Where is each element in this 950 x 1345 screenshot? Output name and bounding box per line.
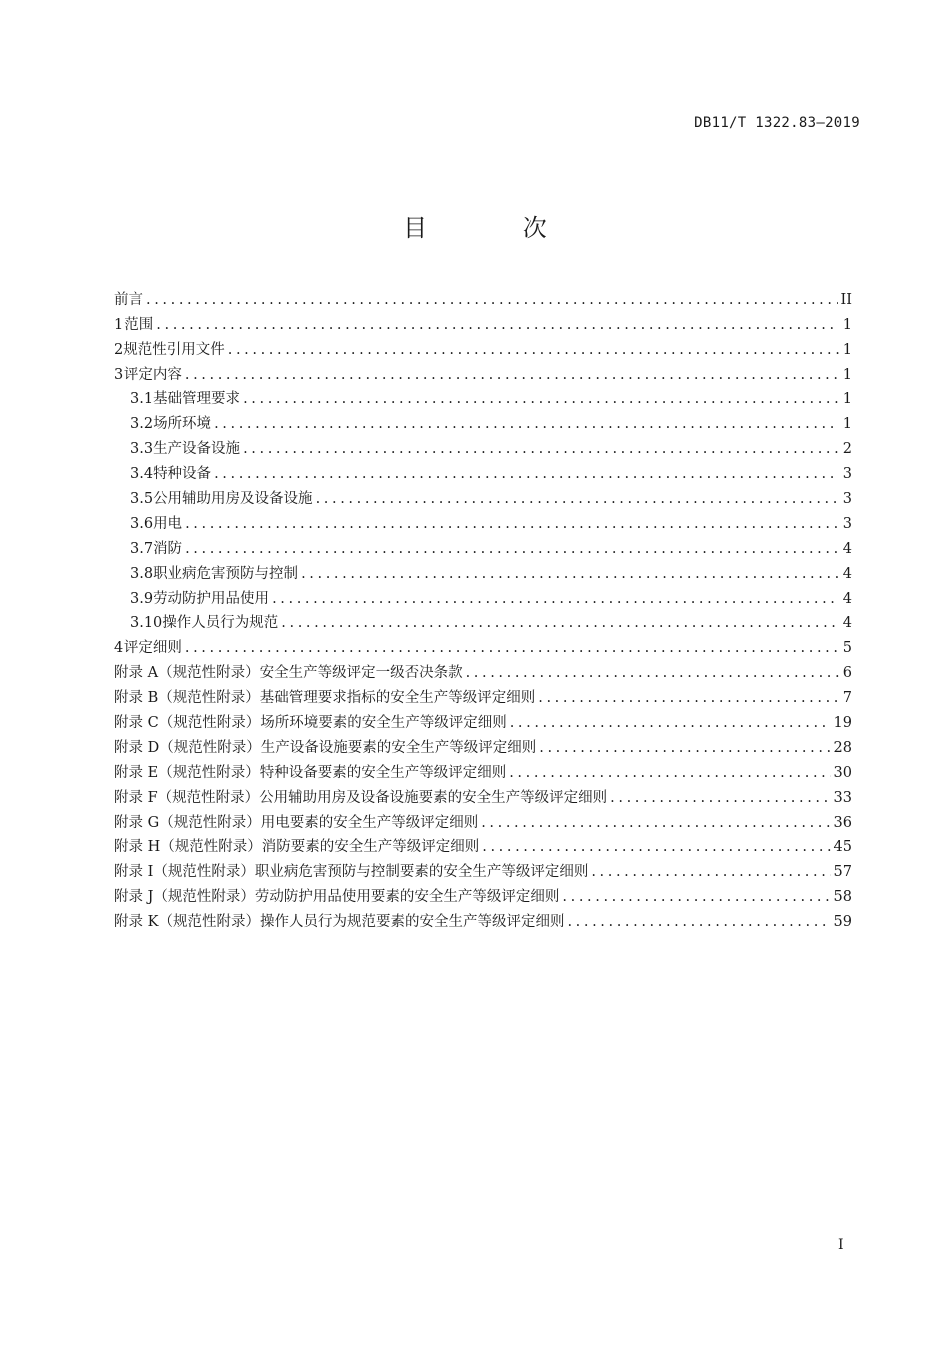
- toc-entry-3-2[interactable]: [114, 409, 852, 434]
- toc-entry-3-10[interactable]: [114, 609, 852, 634]
- toc-entry-number: 3.7: [130, 540, 154, 557]
- toc-leader: [482, 837, 830, 857]
- toc-leader: [466, 663, 839, 683]
- toc-page-number: 4: [842, 540, 852, 557]
- toc-page-number: 3: [842, 466, 852, 483]
- toc-appendix-label: 附录 D（规范性附录）: [114, 739, 261, 756]
- toc-leader: [214, 414, 839, 434]
- toc-entry-appendix-c[interactable]: [114, 708, 852, 733]
- toc-leader: [610, 788, 830, 808]
- toc-entry-title: 公用辅助用房及设备设施要素的安全生产等级评定细则: [259, 789, 608, 806]
- toc-leader: [214, 464, 839, 484]
- toc-leader: [281, 613, 839, 633]
- toc-page-number: 6: [842, 665, 852, 682]
- toc-page-number: 4: [842, 565, 852, 582]
- toc-entry-number: 3.2: [130, 416, 154, 433]
- toc-appendix-label: 附录 B（规范性附录）: [114, 690, 260, 707]
- toc-leader: [510, 713, 831, 733]
- toc-page-number: 1: [842, 416, 852, 433]
- toc-entry-appendix-i[interactable]: [114, 857, 852, 882]
- toc-page-number: 58: [833, 889, 852, 906]
- toc-entry-number: 2: [114, 341, 124, 358]
- toc-entry-title: 基础管理要求指标的安全生产等级评定细则: [259, 690, 536, 707]
- toc-entry-title: 评定细则: [123, 640, 182, 657]
- toc-page-number: 19: [833, 715, 852, 732]
- toc-page-number: 2: [842, 441, 852, 458]
- toc-entry-1[interactable]: [114, 310, 852, 335]
- toc-appendix-label: 附录 J（规范性附录）: [114, 889, 255, 906]
- toc-entry-appendix-k[interactable]: [114, 907, 852, 932]
- toc-entry-number: 4: [114, 640, 124, 657]
- toc-entry-number: 3.3: [130, 441, 154, 458]
- toc-entry-appendix-h[interactable]: [114, 833, 852, 858]
- toc-entry-title: 范围: [124, 316, 154, 333]
- toc-entry-number: 3.8: [130, 565, 154, 582]
- toc-entry-appendix-g[interactable]: [114, 808, 852, 833]
- toc-page-number: 1: [842, 366, 852, 383]
- toc-leader: [567, 912, 830, 932]
- toc-page-number: 57: [833, 864, 852, 881]
- toc-leader: [481, 813, 830, 833]
- toc-entry-appendix-f[interactable]: [114, 783, 852, 808]
- document-code: DB11/T 1322.83—2019: [694, 115, 860, 131]
- toc-entry-title: 用电: [153, 515, 183, 532]
- toc-entry-number: 3.4: [130, 466, 154, 483]
- toc-entry-3-7[interactable]: [114, 534, 852, 559]
- toc-entry-title: 生产设备设施要素的安全生产等级评定细则: [260, 739, 537, 756]
- toc-leader: [156, 315, 839, 335]
- toc-page-number: 4: [842, 615, 852, 632]
- toc-entry-number: 3.1: [130, 391, 154, 408]
- toc-leader: [185, 514, 839, 534]
- toc-entry-title: 劳动防护用品使用: [153, 590, 270, 607]
- toc-entry-title: 职业病危害预防与控制要素的安全生产等级评定细则: [254, 864, 589, 881]
- toc-appendix-label: 附录 I（规范性附录）: [114, 864, 255, 881]
- toc-entry-3-3[interactable]: [114, 434, 852, 459]
- toc-entry-foreword[interactable]: [114, 285, 852, 310]
- toc-entry-title: 公用辅助用房及设备设施: [153, 491, 313, 508]
- toc-entry-title: 规范性引用文件: [123, 341, 225, 358]
- toc-page-number: 59: [833, 914, 852, 931]
- toc-leader: [146, 290, 838, 310]
- toc-page-number: 5: [842, 640, 852, 657]
- toc-entry-title: 特种设备要素的安全生产等级评定细则: [259, 764, 507, 781]
- toc-leader: [185, 365, 839, 385]
- toc-appendix-label: 附录 A（规范性附录）: [114, 665, 260, 682]
- toc-entry-title: 消防: [153, 540, 183, 557]
- toc-page-number: 28: [833, 739, 852, 756]
- toc-appendix-label: 附录 E（规范性附录）: [114, 764, 260, 781]
- toc-appendix-label: 附录 F（规范性附录）: [114, 789, 260, 806]
- toc-entry-title: 基础管理要求: [153, 391, 241, 408]
- toc-entry-number: 3.10: [130, 615, 163, 632]
- toc-entry-title: 操作人员行为规范: [162, 615, 279, 632]
- toc-entry-3-9[interactable]: [114, 584, 852, 609]
- toc-leader: [228, 340, 839, 360]
- toc-leader: [562, 887, 830, 907]
- toc-leader: [185, 638, 839, 658]
- toc-entry-number: 3.5: [130, 491, 154, 508]
- toc-appendix-label: 附录 K（规范性附录）: [114, 914, 260, 931]
- toc-leader: [301, 564, 839, 584]
- toc-entry-2[interactable]: [114, 335, 852, 360]
- toc-leader: [591, 862, 830, 882]
- toc-entry-title: 操作人员行为规范要素的安全生产等级评定细则: [259, 914, 565, 931]
- toc-entry-appendix-a[interactable]: [114, 658, 852, 683]
- toc-entry-3-4[interactable]: [114, 459, 852, 484]
- toc-leader: [538, 688, 839, 708]
- toc-leader: [509, 763, 830, 783]
- toc-page-number: 45: [833, 839, 852, 856]
- toc-entry-title: 生产设备设施: [153, 441, 241, 458]
- toc-page-number: 1: [842, 341, 852, 358]
- toc-entry-title: 场所环境要素的安全生产等级评定细则: [260, 715, 507, 732]
- toc-title: 目 次: [403, 214, 591, 242]
- toc-appendix-label: 附录 C（规范性附录）: [114, 715, 261, 732]
- toc-leader: [539, 738, 830, 758]
- table-of-contents: [114, 285, 852, 932]
- toc-entry-appendix-d[interactable]: [114, 733, 852, 758]
- toc-leader: [272, 589, 839, 609]
- toc-page-number: 1: [842, 391, 852, 408]
- toc-entry-3-8[interactable]: [114, 559, 852, 584]
- toc-entry-appendix-j[interactable]: [114, 882, 852, 907]
- toc-entry-number: 3: [114, 366, 124, 383]
- toc-entry-title: 特种设备: [153, 466, 212, 483]
- toc-entry-title: 评定内容: [123, 366, 182, 383]
- toc-entry-appendix-b[interactable]: [114, 683, 852, 708]
- toc-entry-title: 前言: [114, 291, 143, 308]
- toc-page-number: 7: [842, 690, 852, 707]
- toc-entry-title: 安全生产等级评定一级否决条款: [259, 665, 463, 682]
- toc-entry-title: 职业病危害预防与控制: [153, 565, 299, 582]
- toc-entry-number: 3.9: [130, 590, 154, 607]
- page-number: I: [838, 1237, 844, 1253]
- toc-page-number: 30: [833, 764, 852, 781]
- toc-page-number: 3: [842, 515, 852, 532]
- toc-entry-title: 用电要素的安全生产等级评定细则: [260, 814, 479, 831]
- toc-entry-appendix-e[interactable]: [114, 758, 852, 783]
- toc-entry-3[interactable]: [114, 360, 852, 385]
- toc-page-number: 36: [833, 814, 852, 831]
- toc-page-number: 3: [842, 491, 852, 508]
- toc-entry-title: 场所环境: [153, 416, 212, 433]
- toc-leader: [185, 539, 839, 559]
- toc-appendix-label: 附录 H（规范性附录）: [114, 839, 262, 856]
- toc-entry-3-1[interactable]: [114, 385, 852, 410]
- toc-leader: [243, 439, 839, 459]
- toc-page-number: II: [840, 291, 852, 308]
- toc-leader: [243, 389, 839, 409]
- toc-entry-title: 劳动防护用品使用要素的安全生产等级评定细则: [254, 889, 560, 906]
- toc-entry-number: 1: [114, 316, 124, 333]
- toc-page-number: 1: [842, 316, 852, 333]
- toc-page-number: 4: [842, 590, 852, 607]
- toc-entry-3-6[interactable]: [114, 509, 852, 534]
- toc-entry-4[interactable]: [114, 633, 852, 658]
- toc-entry-title: 消防要素的安全生产等级评定细则: [261, 839, 480, 856]
- toc-appendix-label: 附录 G（规范性附录）: [114, 814, 261, 831]
- toc-leader: [316, 489, 839, 509]
- toc-page-number: 33: [833, 789, 852, 806]
- toc-entry-3-5[interactable]: [114, 484, 852, 509]
- toc-entry-number: 3.6: [130, 515, 154, 532]
